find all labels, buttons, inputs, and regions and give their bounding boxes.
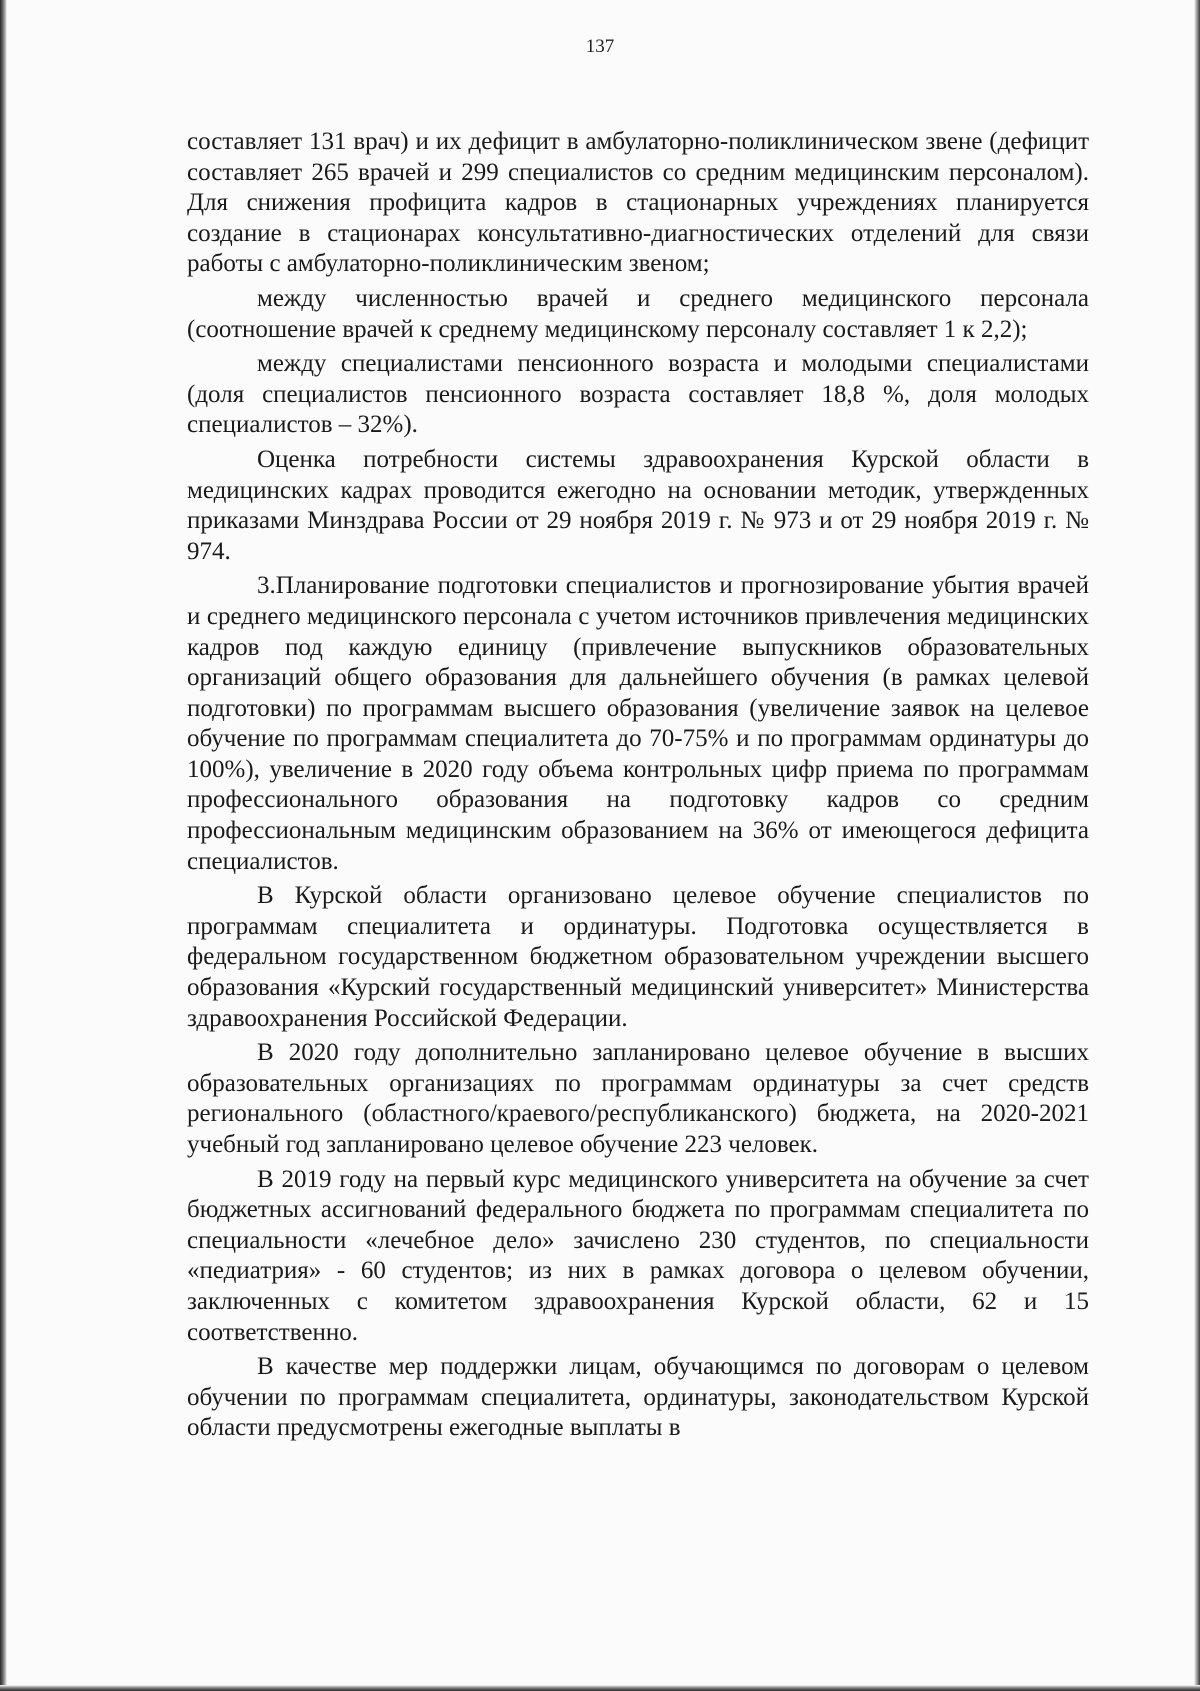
scan-edge-right	[1194, 0, 1200, 1691]
paragraph-staff-deficit: составляет 131 врач) и их дефицит в амбулаторно-поликлиническом звене (дефицит составляет 265 врачей и 299 специалистов со средним медицинским персоналом). Для снижения профицита кадров в стационарных учреждениях планируется создание в стационарах консультативно-диагностических отделений для связи работы с амбулаторно-поликлиническим звеном;	[187, 128, 1089, 278]
paragraph-training-planning: 3.Планирование подготовки специалистов и прогнозирование убытия врачей и среднего медицинского персонала с учетом источников привлечения медицинских кадров под каждую единицу (привлечение выпускников образовательных организаций общего образования для дальнейшего обучения (в рамках целевой подготовки) по программам высшего образования (увеличение заявок на целевое обучение по программам специалитета до 70-75% и по программам ординатуры до 100%), увеличение в 2020 году объема контрольных цифр приема по программам профессионального образования на подготовку кадров со средним профессиональным медицинским образованием на 36% от имеющегося дефицита специалистов.	[187, 572, 1089, 875]
paragraph-doctor-nurse-ratio: между численностью врачей и среднего медицинского персонала (соотношение врачей к среднему медицинскому персоналу составляет 1 к 2,2);	[187, 284, 1089, 343]
paragraph-2020-residency: В 2020 году дополнительно запланировано целевое обучение в высших образовательных организациях по программам ординатуры за счет средств регионального (областного/краевого/республиканского) бюджета, на 2020-2021 учебный год запланировано целевое обучение 223 человек.	[187, 1039, 1089, 1158]
paragraph-support-measures: В качестве мер поддержки лицам, обучающимся по договорам о целевом обучении по программам специалитета, ординатуры, законодательством Курской области предусмотрены ежегодные выплаты в	[187, 1353, 1089, 1442]
page-number: 137	[585, 36, 615, 57]
paragraph-needs-assessment: Оценка потребности системы здравоохранения Курской области в медицинских кадрах проводится ежегодно на основании методик, утвержденных приказами Минздрава России от 29 ноября 2019 г. № 973 и от 29 ноября 2019 г. № 974.	[187, 445, 1089, 565]
document-body	[187, 127, 1089, 1444]
paragraph-2019-enrollment: В 2019 году на первый курс медицинского университета на обучение за счет бюджетных ассигнований федерального бюджета по программам специалитета по специальности «лечебное дело» зачислено 230 студентов, по специальности «педиатрия» - 60 студентов; из них в рамках договора о целевом обучении, заключенных с комитетом здравоохранения Курской области, 62 и 15 соответственно.	[187, 1165, 1089, 1346]
scan-edge-bottom	[0, 1685, 1200, 1691]
paragraph-targeted-training: В Курской области организовано целевое обучение специалистов по программам специалитета и ординатуры. Подготовка осуществляется в федеральном государственном бюджетном образовательном учреждении высшего образования «Курский государственный медицинский университет» Министерства здравоохранения Российской Федерации.	[187, 882, 1089, 1032]
scan-edge-left	[0, 0, 7, 1691]
paragraph-age-ratio: между специалистами пенсионного возраста и молодыми специалистами (доля специалистов пенсионного возраста составляет 18,8 %, доля молодых специалистов – 32%).	[187, 350, 1089, 439]
